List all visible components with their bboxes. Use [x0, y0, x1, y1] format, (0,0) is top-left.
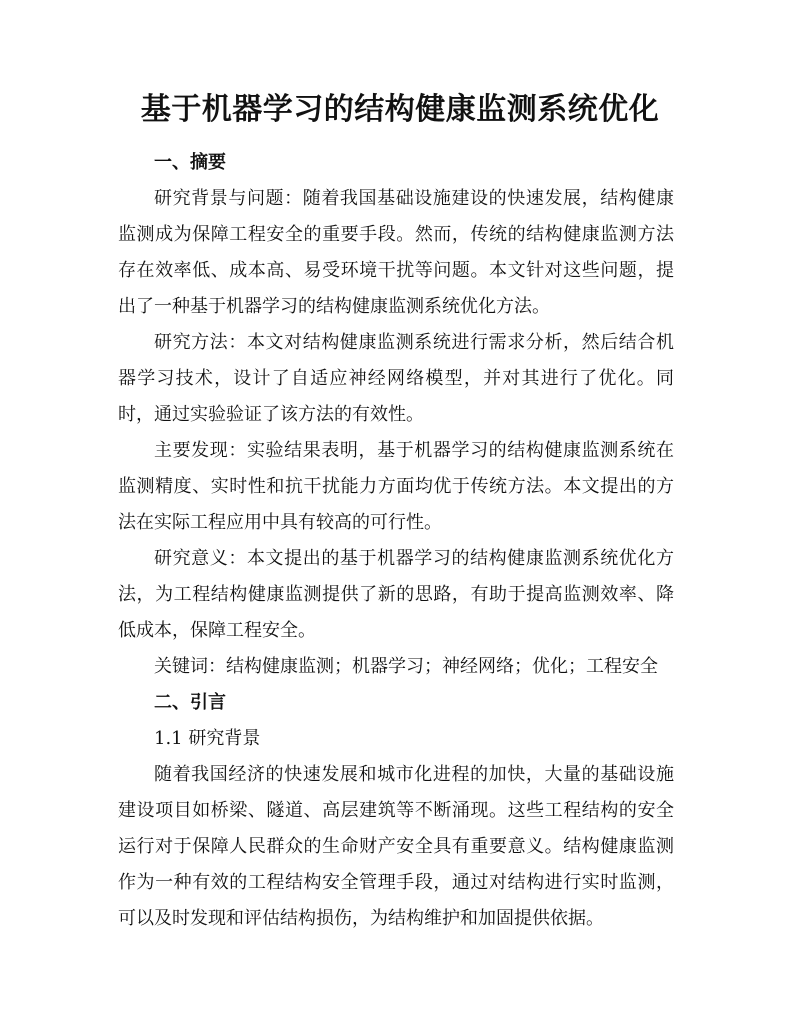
abstract-methods-paragraph: 研究方法：本文对结构健康监测系统进行需求分析，然后结合机器学习技术，设计了自适应神经网络模型，并对其进行了优化。同时，通过实验验证了该方法的有效性。	[118, 332, 674, 425]
research-background-heading: 1.1 研究背景	[154, 728, 261, 749]
abstract-heading: 一、摘要	[154, 152, 226, 173]
page-title: 基于机器学习的结构健康监测系统优化	[140, 92, 660, 127]
keywords-line: 关键词：结构健康监测；机器学习；神经网络；优化；工程安全	[154, 656, 658, 677]
introduction-paragraph: 随着我国经济的快速发展和城市化进程的加快，大量的基础设施建设项目如桥梁、隧道、高层建筑等不断涌现。这些工程结构的安全运行对于保障人民群众的生命财产安全具有重要意义。结构健康监测作为一种有效的工程结构安全管理手段，通过对结构进行实时监测，可以及时发现和评估结构损伤，为结构维护和加固提供依据。	[118, 764, 674, 929]
abstract-findings-paragraph: 主要发现：实验结果表明，基于机器学习的结构健康监测系统在监测精度、实时性和抗干扰能力方面均优于传统方法。本文提出的方法在实际工程应用中具有较高的可行性。	[118, 440, 674, 533]
abstract-significance-paragraph: 研究意义：本文提出的基于机器学习的结构健康监测系统优化方法，为工程结构健康监测提供了新的思路，有助于提高监测效率、降低成本，保障工程安全。	[118, 548, 674, 641]
introduction-heading: 二、引言	[154, 692, 226, 713]
document-body	[118, 145, 674, 937]
abstract-background-paragraph: 研究背景与问题：随着我国基础设施建设的快速发展，结构健康监测成为保障工程安全的重要手段。然而，传统的结构健康监测方法存在效率低、成本高、易受环境干扰等问题。本文针对这些问题，提出了一种基于机器学习的结构健康监测系统优化方法。	[118, 188, 674, 317]
